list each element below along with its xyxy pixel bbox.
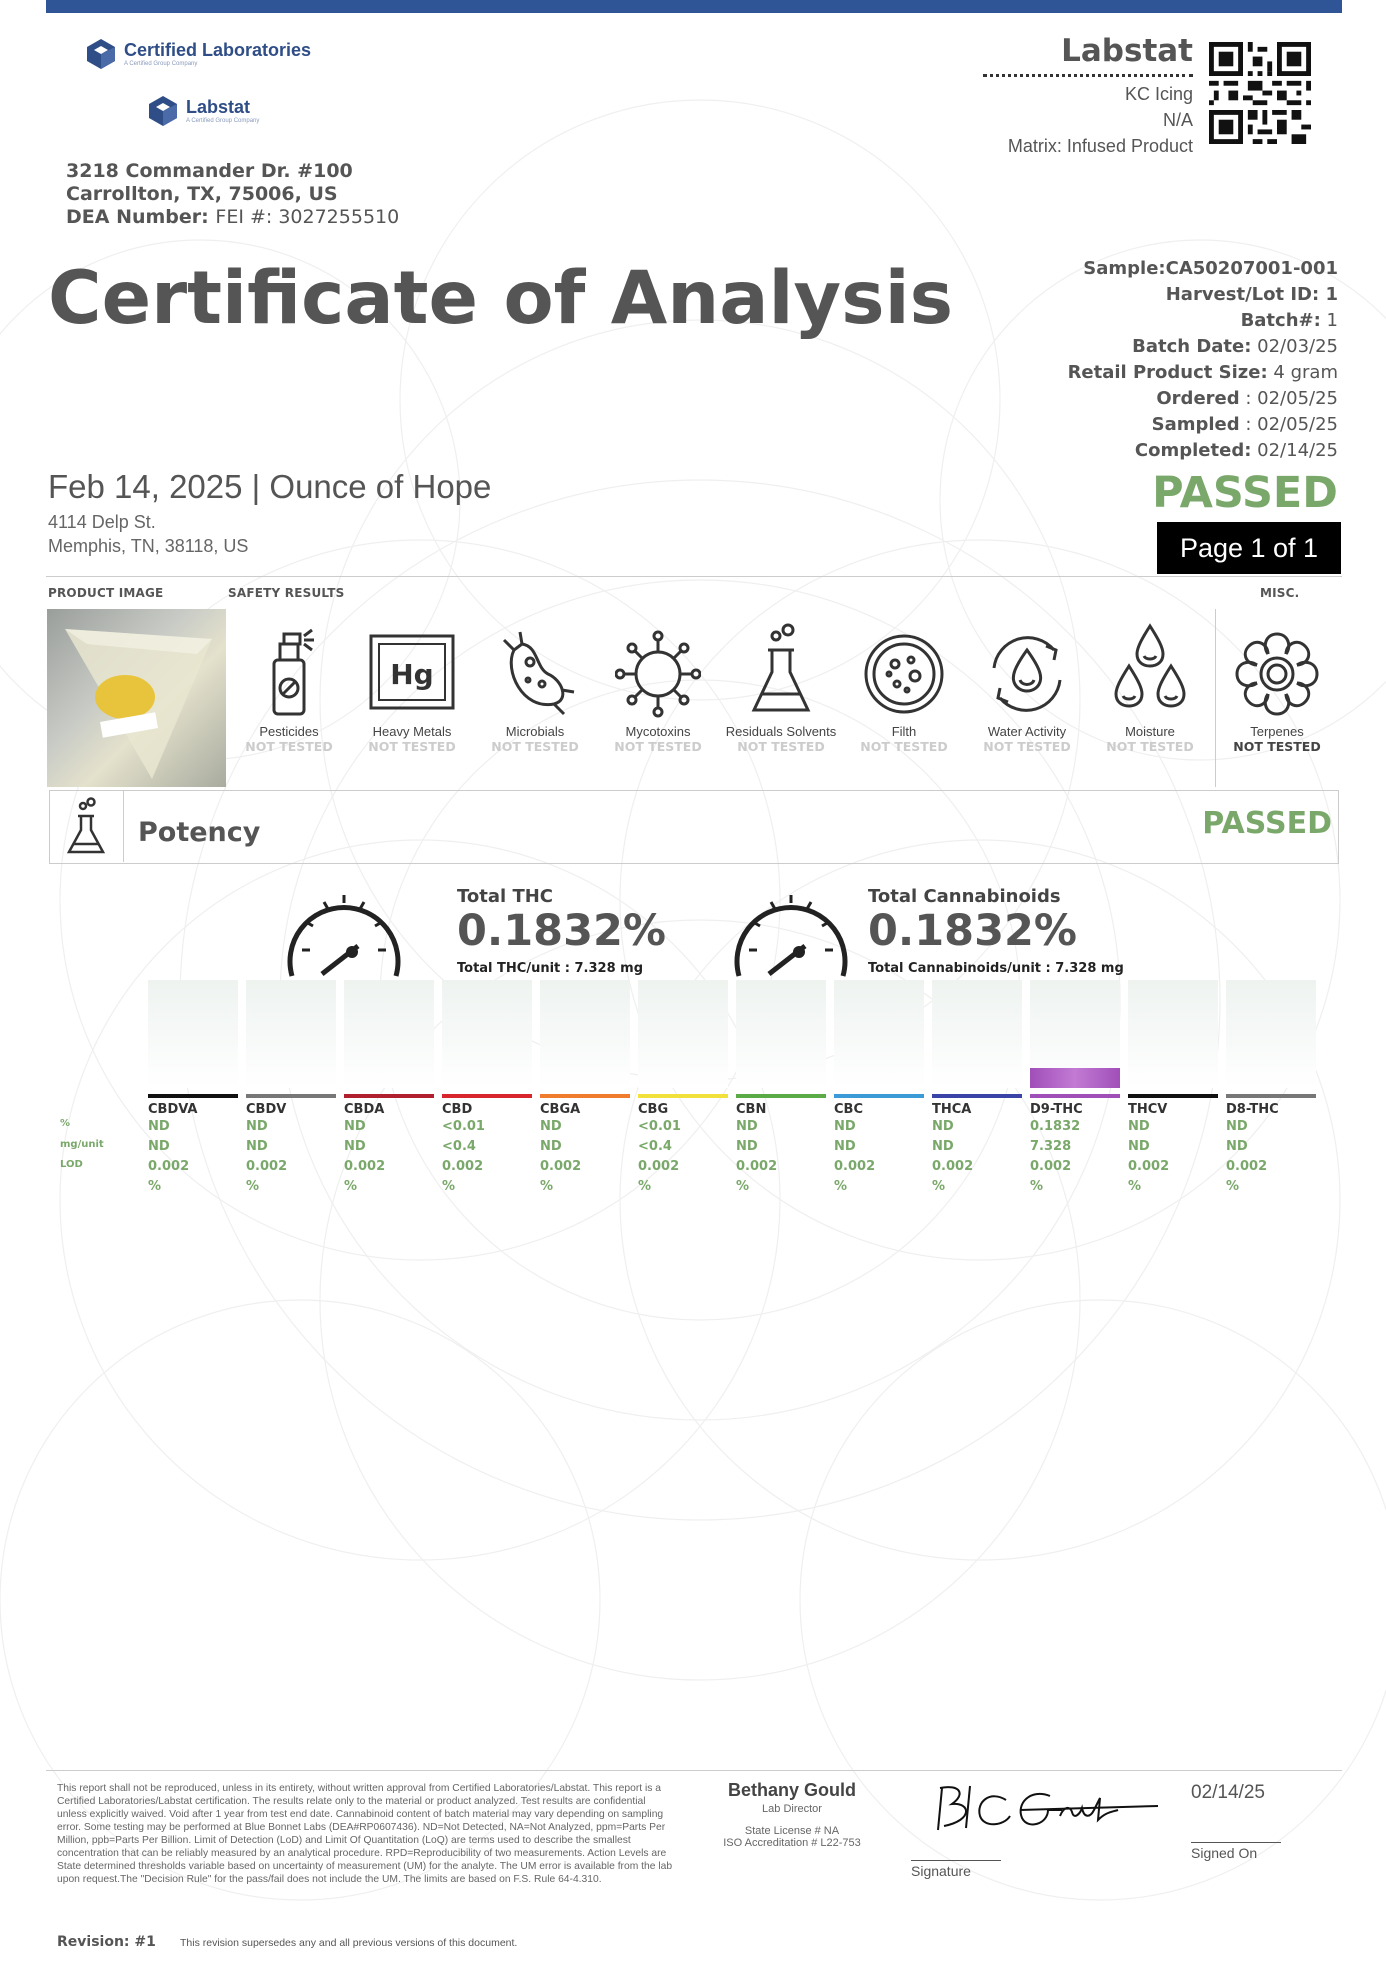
cannabinoid-column	[834, 980, 924, 1197]
sampled-label: Sampled	[1151, 414, 1240, 435]
cannabinoid-color-bar	[736, 1094, 826, 1098]
cannabinoid-name: CBG	[638, 1102, 669, 1117]
total-cannabinoids-unit: Total Cannabinoids/unit : 7.328 mg	[868, 961, 1124, 976]
cannabinoid-mg: <0.4	[442, 1139, 476, 1154]
signer-block	[706, 1780, 878, 1849]
cannabinoid-lod-unit: %	[1128, 1179, 1142, 1194]
potency-status: PASSED	[1202, 806, 1332, 841]
cannabinoid-color-bar	[540, 1094, 630, 1098]
cannabinoid-column	[540, 980, 630, 1197]
certified-logo-text: Certified Laboratories	[124, 40, 312, 60]
cannabinoid-mg: ND	[540, 1139, 562, 1154]
signer-iso: ISO Accreditation # L22-753	[723, 1837, 861, 1849]
batch-number	[1068, 308, 1338, 334]
cannabinoid-lod-unit: %	[344, 1179, 358, 1194]
cannabinoid-pct: ND	[1226, 1119, 1248, 1134]
cannabinoid-mg: ND	[246, 1139, 268, 1154]
cannabinoid-pct: ND	[246, 1119, 268, 1134]
cannabinoid-mg: ND	[834, 1139, 856, 1154]
disclaimer-text: This report shall not be reproduced, unless in its entirety, without written approval from Certified Laboratories/Labstat. This report is a Certified Laboratories/Labstat certification. The results relate only to the material or product analyzed. Test results are confidential unless explicitly waived. Void after 1 year from test end date. Cannabinoid content of batch material may vary depending on sampling error. Some testing may be performed at Blue Bonnet Labs (DEA#RP0607436). ND=Not Detected, NA=Not Analyzed, ppm=Parts Per Million, ppb=Parts Per Billion. Limit of Detection (LoD) and Limit Of Quantitation (LoQ) are terms used to describe the smallest concentration that can be reliably measured by an analytical procedure. RPD=Reproducibility of two measurements. Action Levels are State determined thresholds variable based on uncertainty of measurement (UM) for the analyte. The UM error is available from the lab upon request.The "Decision Rule" for the pass/fail does not include the UM. The limits are based on F.S. Rule 64-4.310.	[57, 1783, 673, 1885]
misc-terpenes	[1218, 620, 1336, 754]
cannabinoid-lod-unit: %	[1030, 1179, 1044, 1194]
header-company: Labstat	[1061, 33, 1193, 69]
cannabinoid-mg: <0.4	[638, 1139, 672, 1154]
cannabinoid-bar-background	[1226, 980, 1316, 1088]
signature-label: Signature	[911, 1863, 971, 1879]
client-address-line1: 4114 Delp St.	[48, 512, 156, 532]
cannabinoid-bar-background	[540, 980, 630, 1088]
product-image	[47, 609, 226, 787]
header-right	[983, 32, 1193, 159]
petri-dish-icon	[861, 620, 947, 720]
retail-size	[1068, 360, 1338, 386]
product-bag-illustration	[47, 609, 226, 787]
cannabinoid-lod: 0.002	[540, 1159, 582, 1174]
water-activity-icon	[984, 620, 1070, 720]
cannabinoid-mg: ND	[344, 1139, 366, 1154]
cannabinoid-lod: 0.002	[1226, 1159, 1268, 1174]
cannabinoid-color-bar	[1128, 1094, 1218, 1098]
cannabinoid-level-fill	[1030, 1068, 1120, 1088]
total-cannabinoids-gauge-icon	[729, 880, 853, 990]
safety-name: Residuals Solvents	[725, 724, 837, 739]
header-product: KC Icing	[1124, 84, 1193, 104]
revision-label: Revision: #1	[57, 1934, 156, 1950]
batch-number-label: Batch#:	[1240, 310, 1321, 331]
sampled-date	[1068, 412, 1338, 438]
certified-logo-sub: A Certified Group Company	[124, 61, 198, 67]
cannabinoid-lod-unit: %	[638, 1179, 652, 1194]
page-indicator: Page 1 of 1	[1157, 522, 1341, 574]
cannabinoid-color-bar	[246, 1094, 336, 1098]
cannabinoid-column	[932, 980, 1022, 1197]
row-label-pct: %	[60, 1118, 71, 1129]
cannabinoid-pct: ND	[540, 1119, 562, 1134]
cannabinoid-column	[148, 980, 238, 1197]
top-accent-bar	[46, 0, 1342, 13]
signed-on-underline	[1191, 1842, 1281, 1843]
cannabinoid-column	[736, 980, 826, 1197]
safety-name: Heavy Metals	[372, 724, 452, 739]
cannabinoid-name: CBN	[736, 1102, 767, 1117]
cannabinoid-column	[442, 980, 532, 1197]
safety-status: NOT TESTED	[491, 739, 579, 754]
safety-residual-solvents	[722, 620, 840, 754]
misc-status: NOT TESTED	[1233, 739, 1321, 754]
batch-date-value: 02/03/25	[1257, 336, 1338, 357]
ordered-value: : 02/05/25	[1245, 388, 1338, 409]
sampled-value: : 02/05/25	[1245, 414, 1338, 435]
potency-flask-box	[49, 790, 124, 862]
cannabinoid-name: D8-THC	[1226, 1102, 1279, 1117]
cannabinoid-pct: ND	[1128, 1119, 1150, 1134]
total-thc-label: Total THC	[457, 886, 553, 907]
cannabinoid-lod: 0.002	[246, 1159, 288, 1174]
total-thc-value: 0.1832%	[457, 906, 667, 956]
cannabinoid-bar-background	[246, 980, 336, 1088]
sample-id: Sample:CA50207001-001	[1083, 258, 1338, 279]
cannabinoid-column	[344, 980, 434, 1197]
dotted-divider	[983, 74, 1193, 77]
cannabinoid-name: D9-THC	[1030, 1102, 1083, 1117]
labstat-logo	[146, 94, 259, 128]
safety-status: NOT TESTED	[860, 739, 948, 754]
safety-status: NOT TESTED	[737, 739, 825, 754]
cannabinoid-bar-background	[442, 980, 532, 1088]
safety-name: Moisture	[1125, 724, 1175, 739]
cannabinoid-color-bar	[834, 1094, 924, 1098]
labstat-logo-sub: A Certified Group Company	[186, 118, 260, 124]
lab-address	[66, 160, 399, 229]
batch-date-label: Batch Date:	[1132, 336, 1252, 357]
cannabinoid-pct: ND	[932, 1119, 954, 1134]
signer-name: Bethany Gould	[727, 1780, 856, 1800]
microbe-icon	[492, 620, 578, 720]
batch-date	[1068, 334, 1338, 360]
completed-label: Completed:	[1134, 440, 1252, 461]
misc-label: MISC.	[1260, 586, 1300, 600]
cannabinoid-lod: 0.002	[442, 1159, 484, 1174]
cube-logo-icon	[146, 94, 180, 128]
cannabinoid-bar-background	[1030, 980, 1120, 1088]
cannabinoid-name: THCV	[1128, 1102, 1168, 1117]
cannabinoid-color-bar	[442, 1094, 532, 1098]
cannabinoid-lod-unit: %	[148, 1179, 162, 1194]
cannabinoid-column	[1128, 980, 1218, 1197]
dea-value: FEI #: 3027255510	[215, 206, 400, 228]
cannabinoid-column	[1226, 980, 1316, 1197]
completed-value: 02/14/25	[1257, 440, 1338, 461]
cannabinoid-name: CBDA	[344, 1102, 385, 1117]
ordered-label: Ordered	[1156, 388, 1240, 409]
signed-on-label: Signed On	[1191, 1845, 1258, 1861]
cannabinoid-lod: 0.002	[344, 1159, 386, 1174]
cannabinoid-lod-unit: %	[442, 1179, 456, 1194]
cannabinoid-pct: ND	[834, 1119, 856, 1134]
cannabinoid-pct: 0.1832	[1030, 1119, 1081, 1134]
cannabinoid-column	[1030, 980, 1120, 1197]
batch-number-value: 1	[1326, 310, 1338, 331]
cannabinoid-name: CBGA	[540, 1102, 581, 1117]
safety-moisture	[1091, 620, 1209, 754]
cannabinoid-mg: 7.328	[1030, 1139, 1072, 1154]
cannabinoid-color-bar	[638, 1094, 728, 1098]
cannabinoid-color-bar	[932, 1094, 1022, 1098]
safety-status: NOT TESTED	[614, 739, 702, 754]
cannabinoid-bar-background	[1128, 980, 1218, 1088]
misc-name: Terpenes	[1250, 724, 1304, 739]
cannabinoid-lod-unit: %	[540, 1179, 554, 1194]
dea-number	[66, 206, 399, 229]
cannabinoid-lod: 0.002	[932, 1159, 974, 1174]
qr-code[interactable]	[1209, 42, 1311, 144]
total-cannabinoids-label: Total Cannabinoids	[868, 886, 1061, 907]
misc-divider	[1215, 609, 1216, 787]
cannabinoid-pct: <0.01	[638, 1119, 681, 1134]
completed-date	[1068, 438, 1338, 464]
heavy-metals-symbol: Hg	[390, 658, 434, 691]
safety-name: Filth	[891, 724, 917, 739]
overall-status-badge: PASSED	[1152, 468, 1338, 518]
cannabinoid-mg: ND	[1128, 1139, 1150, 1154]
cannabinoid-color-bar	[148, 1094, 238, 1098]
safety-status: NOT TESTED	[983, 739, 1071, 754]
section-divider	[46, 576, 1342, 577]
flask-icon	[738, 620, 824, 720]
safety-mycotoxins	[599, 620, 717, 754]
labstat-logo-text: Labstat	[186, 97, 251, 117]
cannabinoid-bar-background	[932, 980, 1022, 1088]
revision-note: This revision supersedes any and all previous versions of this document.	[180, 1937, 518, 1949]
cannabinoid-column	[638, 980, 728, 1197]
cannabinoid-lod: 0.002	[736, 1159, 778, 1174]
flower-icon	[1234, 620, 1320, 720]
signer-title: Lab Director	[762, 1803, 822, 1815]
client-name: Feb 14, 2025 | Ounce of Hope	[48, 468, 492, 505]
virus-icon	[615, 620, 701, 720]
cannabinoid-pct: <0.01	[442, 1119, 485, 1134]
cannabinoid-lod-unit: %	[246, 1179, 260, 1194]
cannabinoid-lod: 0.002	[148, 1159, 190, 1174]
cannabinoid-bar-background	[834, 980, 924, 1088]
cannabinoid-lod-unit: %	[932, 1179, 946, 1194]
safety-name: Microbials	[505, 724, 565, 739]
safety-microbials	[476, 620, 594, 754]
retail-size-label: Retail Product Size:	[1067, 362, 1268, 383]
cannabinoid-bar-background	[736, 980, 826, 1088]
safety-results-label: SAFETY RESULTS	[228, 586, 345, 600]
signed-date: 02/14/25	[1191, 1782, 1265, 1803]
certified-laboratories-logo	[84, 37, 311, 71]
client-address	[48, 510, 248, 558]
lab-address-line1: 3218 Commander Dr. #100	[66, 160, 353, 182]
document-title: Certificate of Analysis	[48, 256, 954, 341]
safety-status: NOT TESTED	[1106, 739, 1194, 754]
safety-heavy-metals	[353, 620, 471, 754]
signer-license: State License # NA	[744, 1825, 840, 1837]
cannabinoid-column	[246, 980, 336, 1197]
cannabinoid-color-bar	[1226, 1094, 1316, 1098]
cannabinoid-name: CBDVA	[148, 1102, 198, 1117]
cannabinoid-mg: ND	[148, 1139, 170, 1154]
safety-pesticides	[230, 620, 348, 754]
cannabinoid-lod-unit: %	[1226, 1179, 1240, 1194]
signature-underline	[911, 1860, 1001, 1861]
cannabinoid-color-bar	[1030, 1094, 1120, 1098]
cannabinoid-lod: 0.002	[834, 1159, 876, 1174]
sample-info	[1068, 256, 1338, 464]
cannabinoid-lod: 0.002	[1128, 1159, 1170, 1174]
flask-icon	[49, 790, 123, 862]
cannabinoid-name: THCA	[932, 1102, 972, 1117]
row-label-mg: mg/unit	[60, 1139, 104, 1150]
total-thc-unit: Total THC/unit : 7.328 mg	[457, 961, 644, 976]
cannabinoid-name: CBD	[442, 1102, 473, 1117]
safety-name: Mycotoxins	[625, 724, 691, 739]
row-label-lod: LOD	[60, 1159, 83, 1170]
handwritten-signature	[930, 1780, 1160, 1840]
cannabinoid-lod-unit: %	[834, 1179, 848, 1194]
cannabinoid-mg: ND	[932, 1139, 954, 1154]
safety-name: Pesticides	[259, 724, 319, 739]
cube-logo-icon	[84, 37, 118, 71]
cannabinoid-pct: ND	[344, 1119, 366, 1134]
safety-status: NOT TESTED	[245, 739, 333, 754]
heavy-metals-icon	[369, 620, 455, 720]
footer-divider	[46, 1770, 1342, 1771]
cannabinoid-bar-background	[148, 980, 238, 1088]
harvest-lot: Harvest/Lot ID: 1	[1165, 284, 1338, 305]
cannabinoid-bar-background	[344, 980, 434, 1088]
cannabinoid-name: CBDV	[246, 1102, 287, 1117]
spray-bottle-icon	[246, 620, 332, 720]
retail-size-value: 4 gram	[1273, 362, 1338, 383]
cannabinoid-color-bar	[344, 1094, 434, 1098]
cannabinoid-lod: 0.002	[1030, 1159, 1072, 1174]
ordered-date	[1068, 386, 1338, 412]
dea-label: DEA Number:	[66, 206, 209, 228]
client-address-line2: Memphis, TN, 38118, US	[48, 536, 249, 556]
cannabinoid-pct: ND	[148, 1119, 170, 1134]
potency-title: Potency	[138, 817, 261, 848]
cannabinoid-mg: ND	[1226, 1139, 1248, 1154]
safety-water-activity	[968, 620, 1086, 754]
header-matrix: Matrix: Infused Product	[1007, 136, 1193, 156]
cannabinoid-lod: 0.002	[638, 1159, 680, 1174]
cannabinoid-lod-unit: %	[736, 1179, 750, 1194]
safety-status: NOT TESTED	[368, 739, 456, 754]
safety-filth	[845, 620, 963, 754]
total-thc-gauge-icon	[282, 880, 406, 990]
header-strain: N/A	[1162, 110, 1193, 130]
cannabinoid-pct: ND	[736, 1119, 758, 1134]
droplets-icon	[1107, 620, 1193, 720]
safety-name: Water Activity	[987, 724, 1067, 739]
cannabinoid-bar-background	[638, 980, 728, 1088]
total-cannabinoids-value: 0.1832%	[868, 906, 1078, 956]
cannabinoid-mg: ND	[736, 1139, 758, 1154]
lab-address-line2: Carrollton, TX, 75006, US	[66, 183, 338, 205]
cannabinoid-name: CBC	[834, 1102, 863, 1117]
product-image-label: PRODUCT IMAGE	[48, 586, 164, 600]
